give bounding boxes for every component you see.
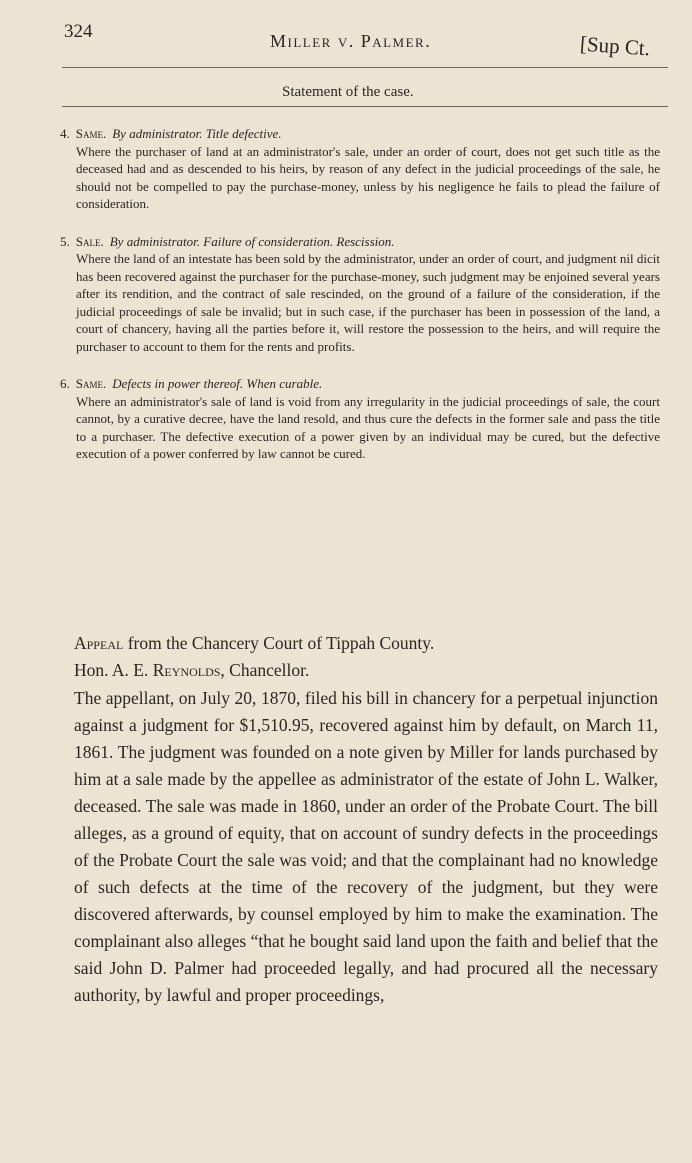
headnote-6 <box>60 375 660 463</box>
main-text <box>74 630 658 1009</box>
headnote-heading <box>60 233 660 251</box>
headnote-text: Where the land of an intestate has been sold by the administrator, under an order of court, and judgment nil dicit has been recovered against the purchaser for the purchase-money, such judgment may be enjoined several years after its rendition, and the contract of sale rescinded, on the ground of a failure of the consideration, if the judicial proceedings of sale be invalid; but in such case, if the purchaser has been in possession of the land, a court of chancery, having all the parties before it, will restore the possession to the heirs, and will require the purchaser to account to them for the rents and profits. <box>76 251 660 354</box>
headnote-subject: By administrator. Title defective. <box>112 126 282 141</box>
headnote-heading <box>60 125 660 143</box>
headnote-heading <box>60 375 660 393</box>
headnote-subject: By administrator. Failure of consideration. Rescission. <box>109 233 395 249</box>
subheading-rule <box>62 106 668 107</box>
judge-suffix: , Chancellor. <box>220 660 310 680</box>
judge-name: Reynolds <box>152 660 221 680</box>
headnote-keyword: Sale. <box>75 233 104 249</box>
judge-line <box>74 657 658 684</box>
headnote-number: 5. <box>60 233 70 249</box>
headnote-text: Where an administrator's sale of land is void from any irregularity in the judicial proceedings of sale, the court cannot, by a curative decree, have the land resold, and thus cure the defects in the former sale and pass the title to a purchaser. The defective execution of a power given by an individual may be cured, but the defective execution of a power conferred by law cannot be cured. <box>76 393 660 461</box>
headnote-keyword: Same. <box>75 376 107 391</box>
appeal-line <box>74 630 658 657</box>
statement-heading: Statement of the case. <box>282 84 414 100</box>
appeal-word: Appeal <box>74 633 124 653</box>
case-title: Miller v. Palmer. <box>270 31 432 51</box>
statement-paragraph: The appellant, on July 20, 1870, filed his bill in chancery for a perpetual injunction against a judgment for $1,510.95, recovered against him by default, on March 11, 1861. The judgment was founded on a note given by Miller for lands purchased by him at a sale made by the appellee as administrator of the estate of John L. Walker, deceased. The sale was made in 1860, under an order of the Probate Court. The bill alleges, as a ground of equity, that on account of sundry defects in the proceedings of the Probate Court the sale was void; and that the complainant had no knowledge of such defects at the time of the recovery of the judgment, but they were discovered afterwards, by counsel employed by him to make the examination. The complainant also alleges “that he bought said land upon the faith and belief that the said John D. Palmer had proceeded legally, and had procured all the necessary authority, by lawful and proper proceedings, <box>74 688 658 1005</box>
appeal-court: from the Chancery Court of Tippah County. <box>127 633 435 653</box>
header-rule <box>62 67 668 68</box>
court-label: [Sup Ct. <box>579 31 651 61</box>
running-header <box>0 0 692 70</box>
judge-prefix: Hon. A. E. <box>74 660 149 680</box>
headnote-5 <box>60 233 660 356</box>
headnote-subject: Defects in power thereof. When curable. <box>112 376 323 391</box>
headnote-keyword: Same. <box>75 126 107 141</box>
headnote-text: Where the purchaser of land at an administrator's sale, under an order of court, does not get such title as the deceased had and as descended to his heirs, by reason of any defect in the judicial proceedings of the sale, he should not be compelled to pay the purchase-money, unless by his negligence he fails to plead the failure of consideration. <box>76 143 660 211</box>
headnote-number: 6. <box>60 376 70 391</box>
headnotes <box>60 125 660 483</box>
headnote-number: 4. <box>60 126 70 141</box>
page-number: 324 <box>64 21 93 42</box>
headnote-4 <box>60 125 660 213</box>
